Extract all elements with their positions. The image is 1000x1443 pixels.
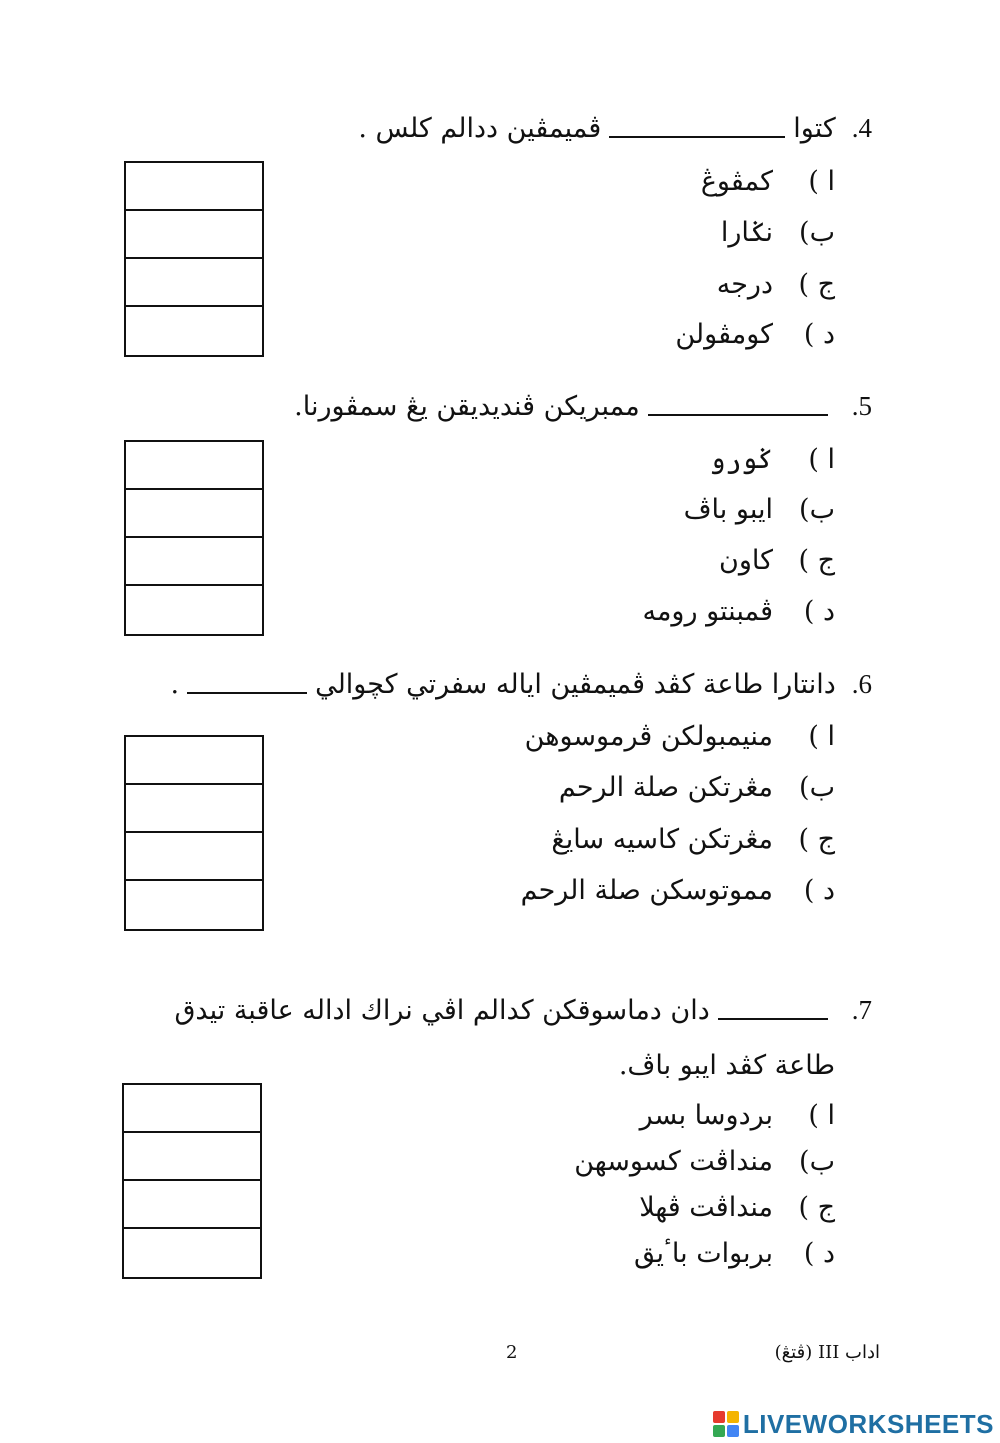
question-number: 7. <box>851 995 872 1025</box>
option-letter: ا ) <box>808 166 835 197</box>
option-a <box>640 1096 835 1136</box>
answer-box-a[interactable] <box>124 1085 260 1133</box>
option-a <box>710 440 835 480</box>
option-letter: د ) <box>803 596 835 627</box>
option-letter: ا ) <box>808 1100 835 1131</box>
option-text: منداڤت كسوسهن <box>574 1146 773 1177</box>
page-number: 2 <box>506 1342 518 1363</box>
option-c <box>719 541 835 581</box>
option-b <box>684 490 835 530</box>
option-c <box>551 820 835 860</box>
answer-box-c[interactable] <box>124 1181 260 1229</box>
option-text: درجه <box>716 269 773 300</box>
stem-text-after: ڤميمڤين ددالم كلس . <box>358 113 602 144</box>
stem-text-after: . <box>170 669 180 700</box>
option-d <box>642 592 835 632</box>
answer-blank <box>609 122 785 138</box>
option-text: منداڤت ڤهلا <box>639 1192 773 1223</box>
answer-box-a[interactable] <box>126 442 262 490</box>
option-letter: ج ) <box>798 269 835 300</box>
question-stem <box>174 990 872 1031</box>
question-number: 5. <box>851 391 872 421</box>
option-text: نݢارا <box>720 217 773 248</box>
stem-text-before: كتوا <box>793 113 836 144</box>
answer-box-b[interactable] <box>126 490 262 538</box>
option-b <box>721 213 835 253</box>
stem-text-line2: طاعة كڤد ايبو باڤ. <box>618 1050 835 1081</box>
answer-box-a[interactable] <box>126 737 262 785</box>
question-stem <box>294 386 872 427</box>
option-letter: د ) <box>803 875 835 906</box>
question-number: 6. <box>851 669 872 699</box>
option-letter: ا ) <box>808 721 835 752</box>
stem-text-after: ممبريکن ڤنديديقن يڠ سمڤورنا. <box>294 391 640 422</box>
option-text: بردوسا بسر <box>639 1100 773 1131</box>
option-letter: ب) <box>799 494 835 525</box>
answer-boxes <box>124 440 264 636</box>
stem-text-after: دان دماسوقکن كدالم اڤي نراك اداله عاقبة تيدق <box>174 995 710 1026</box>
answer-box-b[interactable] <box>124 1133 260 1181</box>
liveworksheets-logo <box>713 1408 994 1440</box>
option-text: ڤمبنتو رومه <box>642 596 773 627</box>
footer-subject: اداب III (ڤتڠ) <box>774 1342 880 1363</box>
option-text: مڠرتكن صلة الرحم <box>558 772 773 803</box>
answer-blank <box>648 400 828 416</box>
answer-boxes <box>124 735 264 931</box>
answer-boxes <box>124 161 264 357</box>
option-c <box>717 265 835 305</box>
option-letter: ج ) <box>798 1192 835 1223</box>
answer-blank <box>187 678 307 694</box>
stem-text-before: دانتارا طاعة كڤد ڤميمڤين اياله سفرتي كچوالي <box>315 669 836 700</box>
option-d <box>675 315 835 355</box>
answer-box-b[interactable] <box>126 211 262 259</box>
option-text: بربوات باٴيق <box>633 1238 773 1269</box>
option-c <box>639 1188 835 1228</box>
option-letter: ا ) <box>808 444 835 475</box>
answer-box-d[interactable] <box>126 881 262 929</box>
option-letter: د ) <box>803 319 835 350</box>
option-letter: ب) <box>799 217 835 248</box>
question-stem-line2 <box>619 1046 835 1086</box>
option-letter: د ) <box>803 1238 835 1269</box>
answer-box-b[interactable] <box>126 785 262 833</box>
answer-blank <box>718 1004 828 1020</box>
answer-box-a[interactable] <box>126 163 262 211</box>
option-text: كمڤوڠ <box>700 166 773 197</box>
option-text: كومڤولن <box>675 319 773 350</box>
answer-box-d[interactable] <box>126 307 262 355</box>
option-d <box>634 1234 835 1274</box>
option-b <box>574 1142 835 1182</box>
liveworksheets-logo-icon <box>713 1411 739 1437</box>
option-text: كاون <box>719 545 773 576</box>
option-letter: ج ) <box>798 824 835 855</box>
option-letter: ج ) <box>798 545 835 576</box>
option-d <box>521 871 835 911</box>
answer-box-c[interactable] <box>126 538 262 586</box>
question-number: 4. <box>851 113 872 143</box>
liveworksheets-logo-text: LIVEWORKSHEETS <box>742 1408 994 1439</box>
option-text: مڠرتكن كاسيه سايڠ <box>551 824 773 855</box>
option-letter: ب) <box>799 772 835 803</box>
answer-box-c[interactable] <box>126 833 262 881</box>
option-b <box>559 768 835 808</box>
answer-box-d[interactable] <box>124 1229 260 1277</box>
answer-box-d[interactable] <box>126 586 262 634</box>
question-stem <box>358 108 872 149</box>
option-text: ايبو باڤ <box>683 494 773 525</box>
answer-box-c[interactable] <box>126 259 262 307</box>
option-a <box>701 162 835 202</box>
option-text: ݢورو <box>709 444 773 475</box>
answer-boxes <box>122 1083 262 1279</box>
option-text: مموتوسکن صلة الرحم <box>520 875 773 906</box>
option-a <box>525 717 835 757</box>
question-stem <box>170 664 872 705</box>
option-text: منيمبولکن ڤرموسوهن <box>524 721 773 752</box>
option-letter: ب) <box>799 1146 835 1177</box>
